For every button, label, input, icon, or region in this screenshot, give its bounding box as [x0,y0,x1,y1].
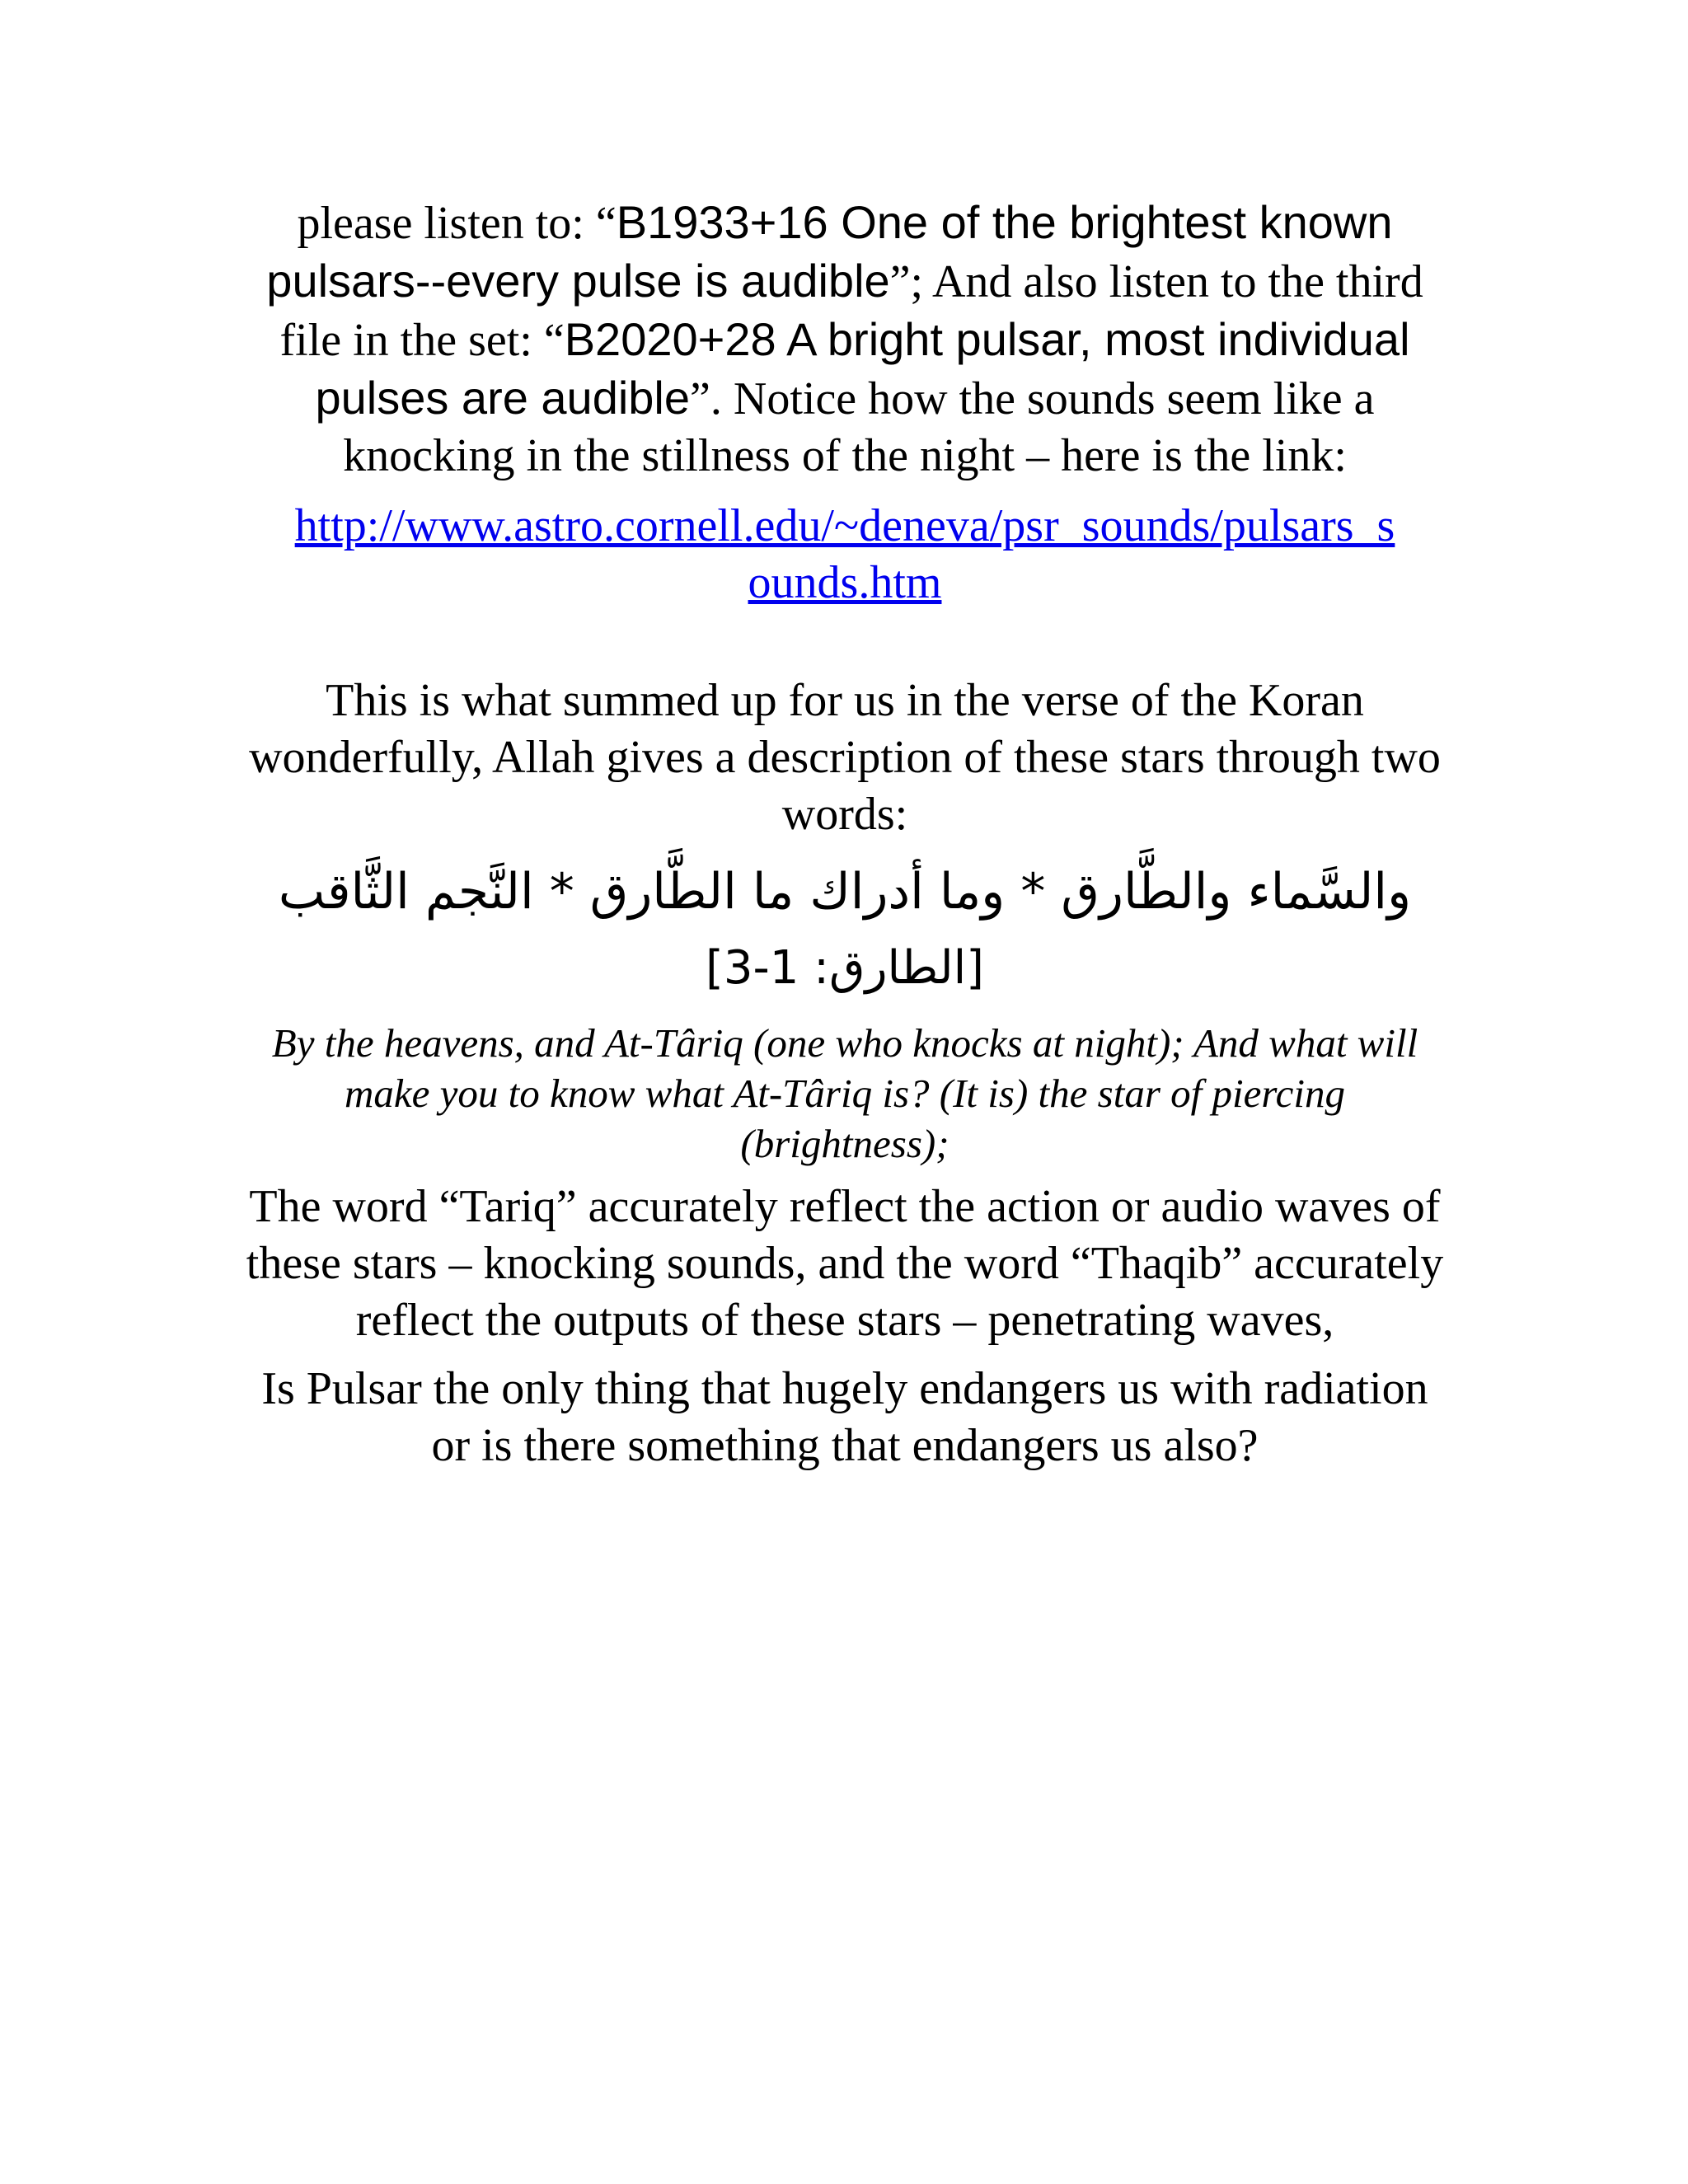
link-line-1: http://www.astro.cornell.edu/~deneva/psr_sounds/pulsars_s [294,500,1395,551]
document-page [239,194,1451,1474]
listen-middle-text: ”; And also listen to the third file in the set: “ [279,256,1423,366]
koran-intro-paragraph: This is what summed up for us in the verse of the Koran wonderfully, Allah gives a description of these stars through two words: [249,675,1441,840]
arabic-verse: والسَّماء والطَّارق * وما أدراك ما الطَّارق * النَّجم الثَّاقب [278,863,1412,921]
link-line-2: ounds.htm [748,557,942,608]
verse-reference: [الطارق: 1-3] [706,941,984,995]
listen-intro-text: please listen to: “ [297,198,617,249]
listen-outro-text: ”. Notice how the sounds seem like a knocking in the stillness of the night – here is the link: [343,373,1375,481]
pulsar-question-paragraph: Is Pulsar the only thing that hugely endangers us with radiation or is there something that endangers us also? [261,1363,1428,1471]
pulsar-sounds-link[interactable] [295,500,1395,608]
pulsar-file-3-name: B2020+28 A bright pulsar, most individual pulses are audible [315,313,1410,424]
listen-paragraph [239,194,1451,485]
tariq-thaqib-paragraph: The word “Tariq” accurately reflect the action or audio waves of these stars – knocking sounds, and the word “Thaqib” accurately reflect the outputs of these stars – penetrating waves, [246,1181,1444,1346]
pulsar-file-1-name: B1933+16 One of the brightest known pulsars--every pulse is audible [266,196,1393,307]
pulsar-sounds-link-block [239,498,1451,612]
verse-translation: By the heavens, and At-Târiq (one who knocks at night); And what will make you to know what At-Târiq is? (It is) the star of piercing (brightness); [271,1020,1418,1166]
